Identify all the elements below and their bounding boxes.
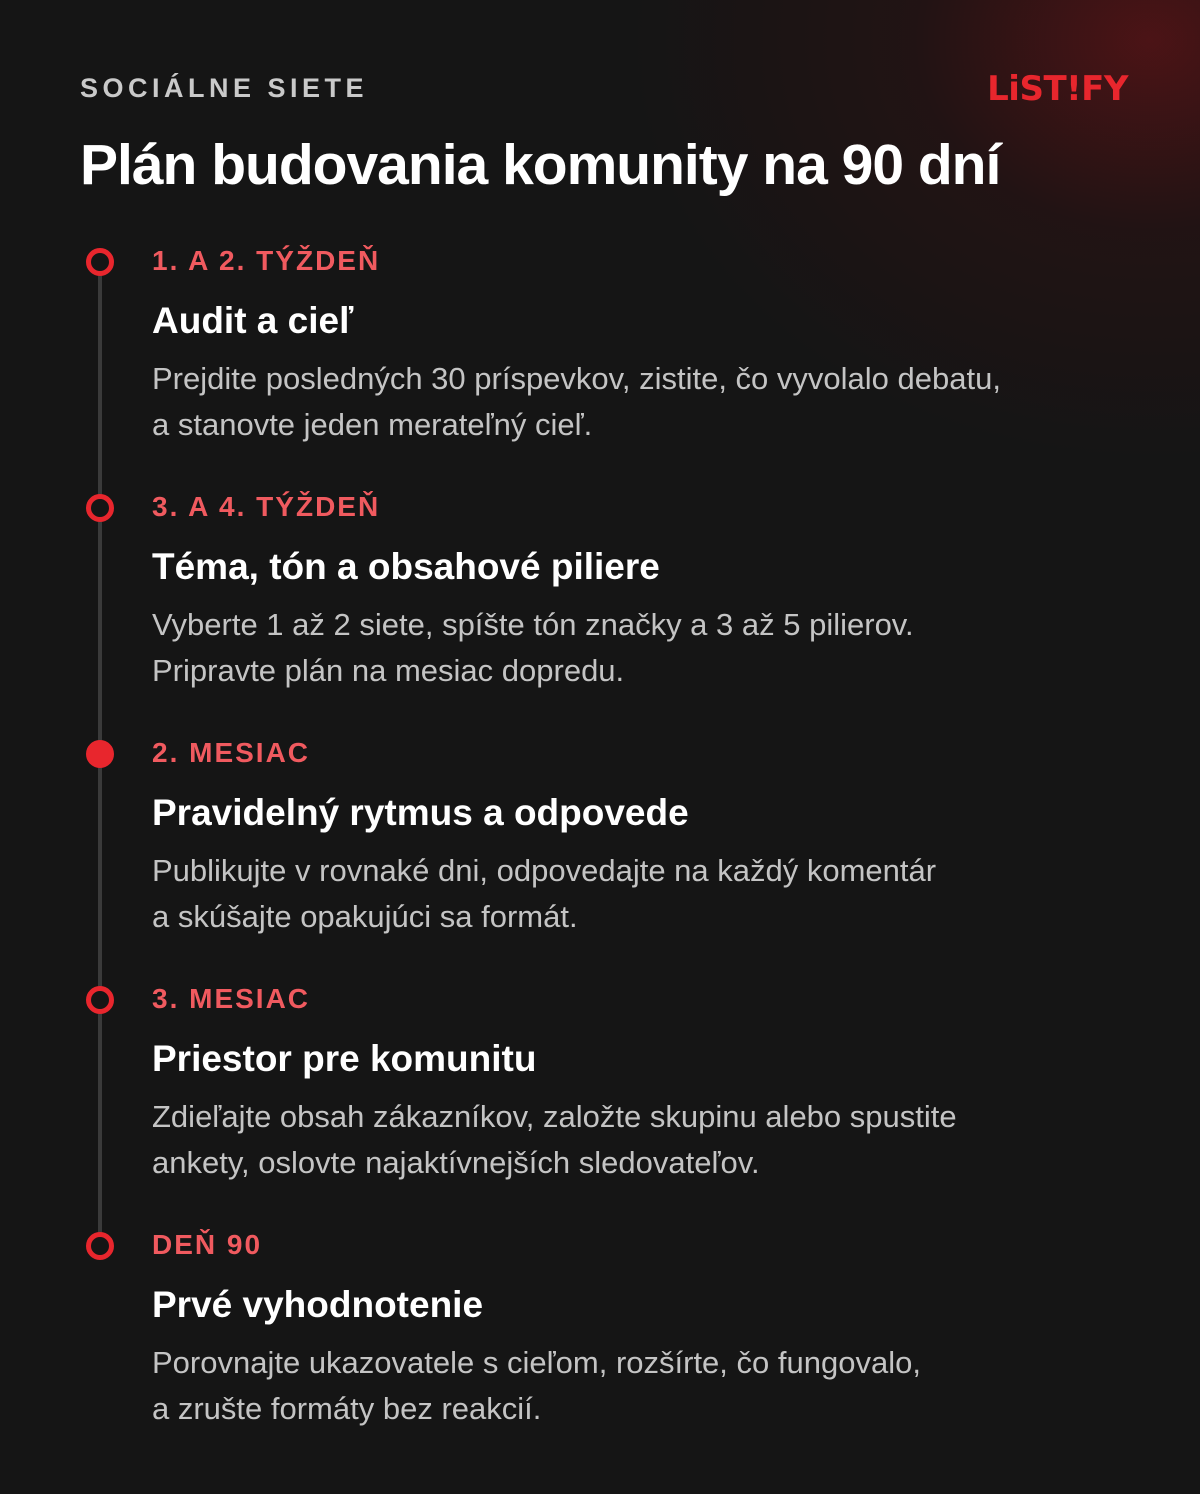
brand-logo: LiST!FY — [987, 69, 1128, 109]
timeline-marker-filled-icon — [86, 740, 114, 768]
step-description — [152, 848, 1132, 940]
step-phase: 1. A 2. TÝŽDEŇ — [152, 245, 381, 276]
step-description-line: Pripravte plán na mesiac dopredu. — [152, 653, 625, 688]
category-label: SOCIÁLNE SIETE — [80, 73, 369, 103]
timeline-step — [152, 1228, 1132, 1432]
step-phase: 2. MESIAC — [152, 737, 311, 768]
step-title: Pravidelný rytmus a odpovede — [152, 792, 689, 833]
step-title: Priestor pre komunitu — [152, 1038, 537, 1079]
step-phase: 3. A 4. TÝŽDEŇ — [152, 491, 381, 522]
step-title: Audit a cieľ — [152, 300, 354, 341]
timeline-marker-ring-icon — [86, 248, 114, 276]
timeline-step — [152, 982, 1132, 1186]
step-description — [152, 1340, 1132, 1432]
step-phase: DEŇ 90 — [152, 1229, 263, 1260]
step-description-line: Vyberte 1 až 2 siete, spíšte tón značky a 3 až 5 pilierov. — [152, 607, 914, 642]
step-description — [152, 1094, 1132, 1186]
timeline-step — [152, 736, 1132, 940]
timeline-marker-ring-icon — [86, 494, 114, 522]
timeline-marker-ring-icon — [86, 986, 114, 1014]
step-description-line: a skúšajte opakujúci sa formát. — [152, 899, 578, 934]
step-phase: 3. MESIAC — [152, 983, 311, 1014]
page-title: Plán budovania komunity na 90 dní — [80, 133, 1001, 197]
step-description-line: a stanovte jeden merateľný cieľ. — [152, 407, 593, 442]
step-description-line: ankety, oslovte najaktívnejších sledovateľov. — [152, 1145, 760, 1180]
step-description-line: a zrušte formáty bez reakcií. — [152, 1391, 542, 1426]
step-description-line: Porovnajte ukazovatele s cieľom, rozšírte, čo fungovalo, — [152, 1345, 921, 1380]
step-description — [152, 356, 1132, 448]
step-description-line: Zdieľajte obsah zákazníkov, založte skupinu alebo spustite — [152, 1099, 957, 1134]
step-title: Prvé vyhodnotenie — [152, 1284, 484, 1325]
timeline-step — [152, 244, 1132, 448]
step-description-line: Publikujte v rovnaké dni, odpovedajte na každý komentár — [152, 853, 937, 888]
timeline-marker-ring-icon — [86, 1232, 114, 1260]
timeline-step — [152, 490, 1132, 694]
step-description — [152, 602, 1132, 694]
step-description-line: Prejdite posledných 30 príspevkov, zistite, čo vyvolalo debatu, — [152, 361, 1001, 396]
step-title: Téma, tón a obsahové piliere — [152, 546, 660, 587]
